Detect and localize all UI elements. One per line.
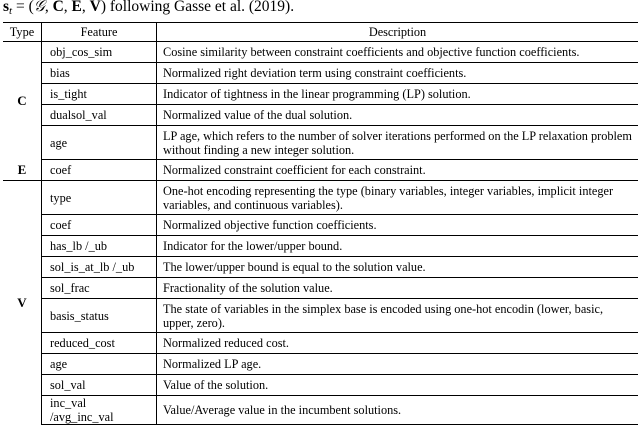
description-cell: The lower/upper bound is equal to the solution value. (157, 257, 639, 278)
description-cell: Normalized constraint coefficient for each constraint. (157, 160, 639, 181)
header-type: Type (3, 23, 42, 42)
description-cell: Fractionality of the solution value. (157, 278, 639, 299)
table-row (3, 396, 638, 425)
feature-cell: bias (42, 63, 157, 84)
feature-cell: basis_status (42, 299, 157, 333)
feature-cell: sol_is_at_lb /_ub (42, 257, 157, 278)
feature-cell: type (42, 181, 157, 215)
v-symbol: V (89, 0, 101, 15)
description-cell: Value/Average value in the incumbent solutions. (157, 396, 639, 425)
table-row (3, 354, 638, 375)
description-cell: Normalized value of the dual solution. (157, 105, 639, 126)
type-cell-v: V (3, 181, 42, 425)
graph-symbol: 𝒢 (33, 0, 45, 15)
description-cell: Indicator for the lower/upper bound. (157, 236, 639, 257)
state-symbol: s (3, 0, 10, 15)
header-feature: Feature (42, 23, 157, 42)
feature-cell: reduced_cost (42, 333, 157, 354)
description-cell: Value of the solution. (157, 375, 639, 396)
description-cell: Cosine similarity between constraint coefficients and objective function coefficients. (157, 42, 639, 63)
description-cell: Normalized right deviation term using constraint coefficients. (157, 63, 639, 84)
description-cell: The state of variables in the simplex base is encoded using one-hot encodin (lower, basic, upper, zero). (157, 299, 639, 333)
description-cell: Normalized objective function coefficients. (157, 215, 639, 236)
header-row (3, 23, 638, 42)
table-row (3, 215, 638, 236)
feature-cell: age (42, 354, 157, 375)
description-cell: Normalized LP age. (157, 354, 639, 375)
table-row (3, 299, 638, 333)
feature-cell: is_tight (42, 84, 157, 105)
type-cell-c: C (3, 42, 42, 160)
description-cell: LP age, which refers to the number of solver iterations performed on the LP relaxation problem without finding a new integer solution. (157, 126, 639, 160)
table-row (3, 42, 638, 63)
description-cell: Indicator of tightness in the linear programming (LP) solution. (157, 84, 639, 105)
feature-cell: dualsol_val (42, 105, 157, 126)
table-row (3, 257, 638, 278)
table-row (3, 375, 638, 396)
feature-cell: sol_val (42, 375, 157, 396)
table-row (3, 63, 638, 84)
header-description: Description (157, 23, 639, 42)
c-symbol: C (52, 0, 64, 15)
table-row (3, 105, 638, 126)
caption-tail: ) following Gasse et al. (2019). (100, 0, 295, 15)
e-symbol: E (71, 0, 82, 15)
table-row (3, 160, 638, 181)
table-row (3, 84, 638, 105)
feature-cell: has_lb /_ub (42, 236, 157, 257)
caption-sep-3: , (81, 0, 90, 15)
caption-sep-2: , (63, 0, 72, 15)
description-cell: Normalized reduced cost. (157, 333, 639, 354)
feature-table (3, 22, 638, 425)
feature-cell: inc_val /avg_inc_val (42, 396, 157, 425)
feature-cell: age (42, 126, 157, 160)
state-subscript: t (9, 5, 13, 17)
table-caption (3, 0, 640, 21)
type-cell-e: E (3, 160, 42, 181)
feature-cell: coef (42, 160, 157, 181)
description-cell: One-hot encoding representing the type (binary variables, integer variables, implicit integer variables, and continuous variables). (157, 181, 639, 215)
table-row (3, 236, 638, 257)
feature-cell: sol_frac (42, 278, 157, 299)
feature-cell: coef (42, 215, 157, 236)
table-row (3, 278, 638, 299)
table-row (3, 333, 638, 354)
caption-sep-1: , (44, 0, 53, 15)
caption-equals: = ( (12, 0, 34, 15)
table-row (3, 181, 638, 215)
table-row (3, 126, 638, 160)
feature-cell: obj_cos_sim (42, 42, 157, 63)
